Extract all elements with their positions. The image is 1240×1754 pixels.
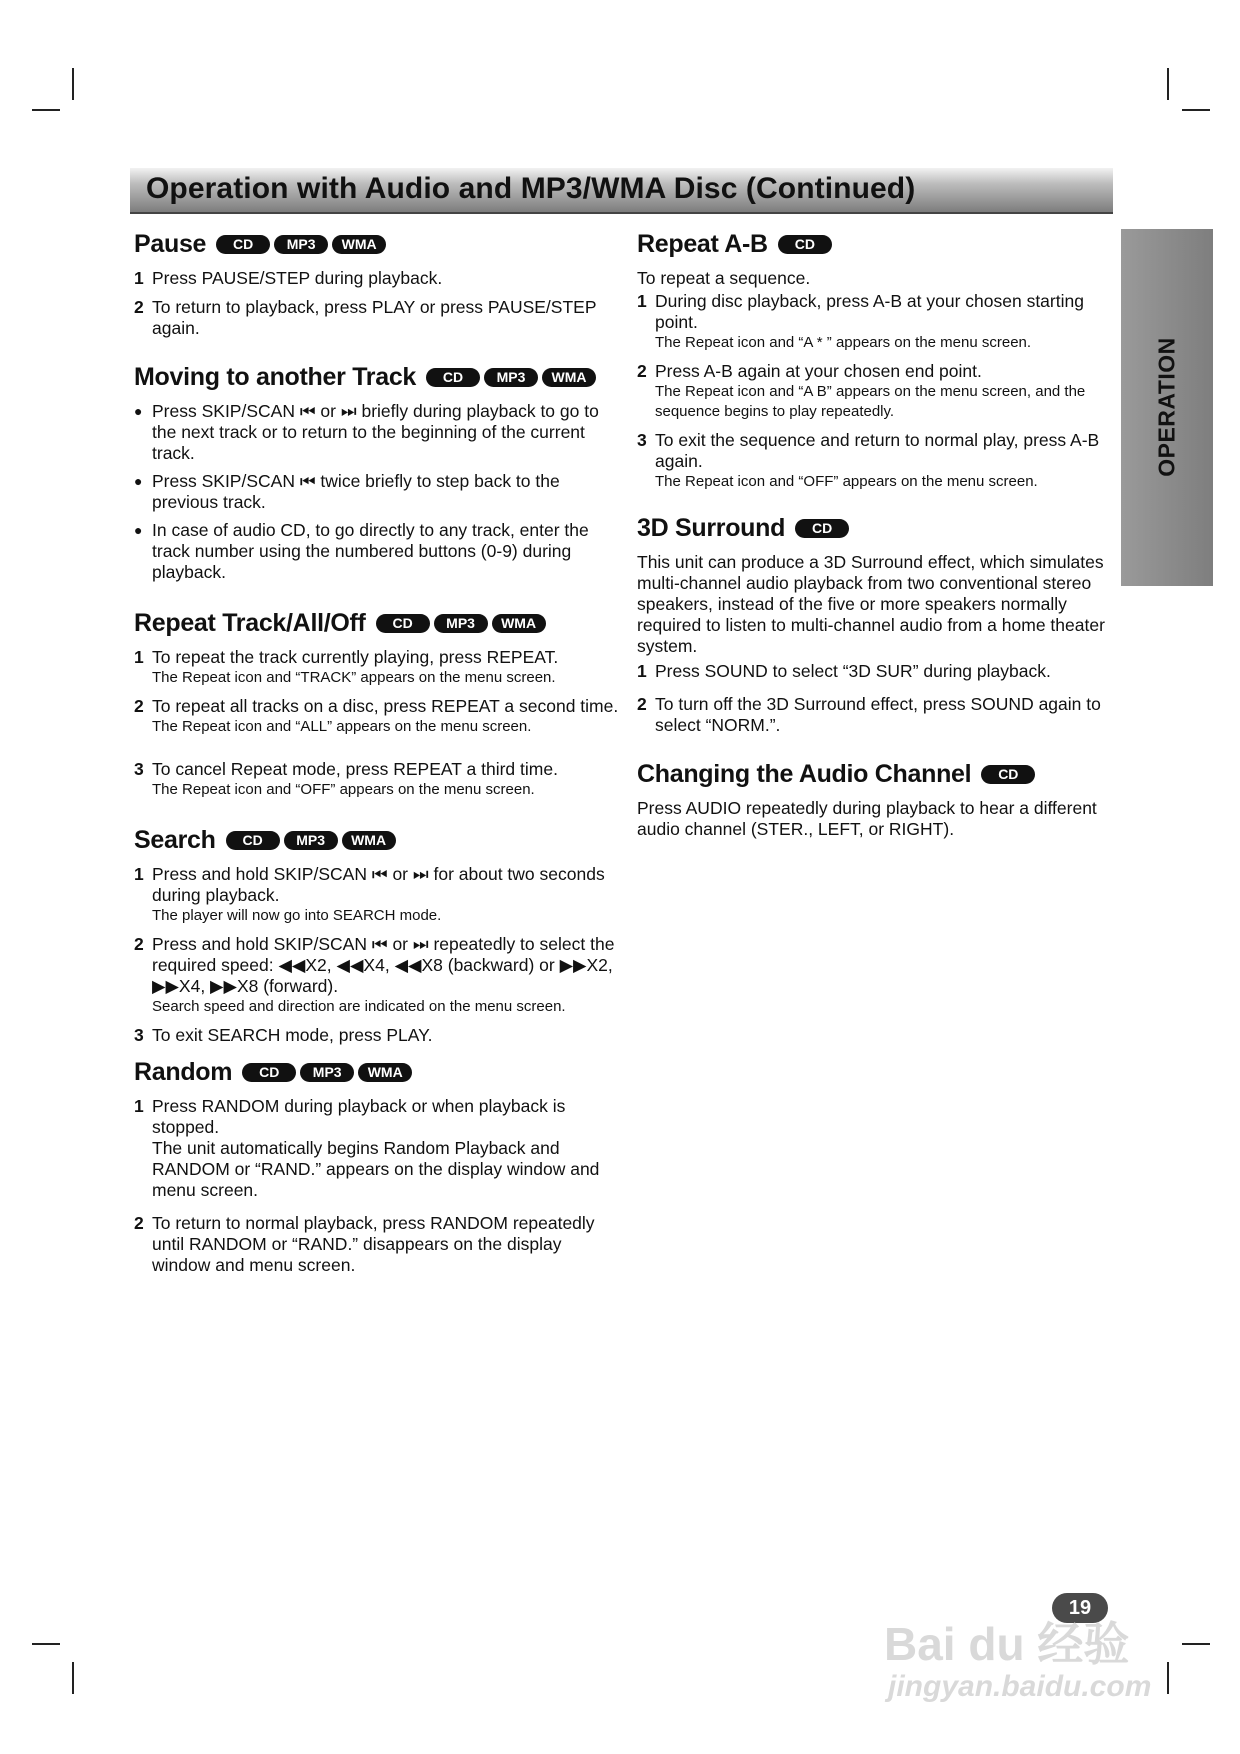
step: 2 Press and hold SKIP/SCAN ⏮ or ⏭ repeatedly to select the required speed: ◀◀X2, ◀◀X4, ◀◀X8 (backward) or ▶▶X2, ▶▶X4, ▶▶X8 (forward). Search speed and direction are indicated on the menu screen. [134,934,619,1017]
disc-badges [795,519,849,538]
disc-badges [226,831,396,850]
section-intro: Press AUDIO repeatedly during playback to hear a different audio channel (STER., LEFT, or RIGHT). [637,798,1097,839]
section-heading: Repeat Track/All/Off CD MP3 WMA [134,607,619,639]
section-audio-channel [637,758,1107,840]
badge-cd: CD [795,519,849,538]
left-column [134,228,619,1284]
crop-mark [1182,1643,1210,1645]
section-side-tab [1121,229,1213,586]
section-moving-track [134,361,619,583]
step: 1 To repeat the track currently playing, press REPEAT. The Repeat icon and “TRACK” appears on the menu screen. [134,647,619,688]
section-3d-surround [637,512,1107,736]
step-note: The Repeat icon and “TRACK” appears on the menu screen. [152,669,556,686]
disc-badges [216,235,386,254]
crop-mark [1182,109,1210,111]
step-note: Search speed and direction are indicated on the menu screen. [152,998,566,1015]
badge-cd: CD [426,368,480,387]
badge-wma: WMA [492,614,546,633]
disc-badges [778,235,832,254]
badge-mp3: MP3 [300,1063,354,1082]
section-intro: This unit can produce a 3D Surround effect, which simulates multi-channel audio playback from two conventional stereo speakers, instead of the five or more speakers normally required to listen to multi-channel audio from a home theater system. [637,552,1105,656]
section-intro: To repeat a sequence. [637,268,811,288]
section-heading: Random CD MP3 WMA [134,1056,619,1088]
badge-wma: WMA [332,235,386,254]
step: 2 Press A-B again at your chosen end point. The Repeat icon and “A B” appears on the menu screen, and the sequence begins to play repeatedly. [637,361,1107,422]
badge-wma: WMA [358,1063,412,1082]
badge-mp3: MP3 [434,614,488,633]
section-random [134,1056,619,1276]
crop-mark [32,1643,60,1645]
section-repeat [134,607,619,800]
step-note: The Repeat icon and “A B” appears on the menu screen, and the sequence begins to play repeatedly. [655,383,1086,420]
section-heading: Repeat A-B CD [637,228,1107,260]
badge-mp3: MP3 [284,831,338,850]
bullet-item: ● In case of audio CD, to go directly to any track, enter the track number using the numbered buttons (0-9) during playback. [134,520,589,582]
side-tab-label: OPERATION [1153,337,1180,477]
bullet-item: ● Press SKIP/SCAN ⏮ twice briefly to step back to the previous track. [134,471,560,512]
badge-cd: CD [778,235,832,254]
crop-mark [1167,1662,1169,1694]
step-note: The Repeat icon and “OFF” appears on the menu screen. [152,781,535,798]
step: 2 To repeat all tracks on a disc, press REPEAT a second time. The Repeat icon and “ALL” appears on the menu screen. [134,696,619,735]
section-heading: 3D Surround CD [637,512,1107,544]
section-heading: Search CD MP3 WMA [134,824,619,856]
crop-mark [72,68,74,100]
badge-mp3: MP3 [484,368,538,387]
bullet-item: ● Press SKIP/SCAN ⏮ or ⏭ briefly during playback to go to the next track or to return to the beginning of the current track. [134,401,599,463]
title-banner [130,168,1113,214]
step-note: The Repeat icon and “ALL” appears on the menu screen. [152,718,532,735]
step: 1 Press RANDOM during playback or when playback is stopped. The unit automatically begins Random Playback and RANDOM or “RAND.” appears on the display window and menu screen. [134,1096,600,1200]
crop-mark [32,109,60,111]
watermark-brand: Bai du 经验 [884,1618,1130,1670]
crop-mark [72,1662,74,1694]
badge-wma: WMA [542,368,596,387]
badge-cd: CD [242,1063,296,1082]
step: 3 To exit SEARCH mode, press PLAY. [134,1025,433,1045]
disc-badges [426,368,596,387]
step: 1 Press and hold SKIP/SCAN ⏮ or ⏭ for about two seconds during playback. The player will now go into SEARCH mode. [134,864,619,926]
step-note: The Repeat icon and “A * ” appears on the menu screen. [655,334,1032,351]
badge-cd: CD [376,614,430,633]
step: 1 During disc playback, press A-B at your chosen starting point. The Repeat icon and “A * ” appears on the menu screen. [637,291,1107,353]
right-column [637,228,1107,840]
section-heading: Moving to another Track CD MP3 WMA [134,361,619,393]
step: 2 To turn off the 3D Surround effect, press SOUND again to select “NORM.”. [637,694,1101,735]
disc-badges [376,614,546,633]
section-pause [134,228,619,339]
badge-cd: CD [226,831,280,850]
badge-cd: CD [216,235,270,254]
step: 2 To return to playback, press PLAY or press PAUSE/STEP again. [134,297,597,338]
watermark-url: jingyan.baidu.com [888,1670,1152,1703]
step: 3 To cancel Repeat mode, press REPEAT a third time. The Repeat icon and “OFF” appears on the menu screen. [134,759,619,800]
section-repeat-ab [637,228,1107,492]
section-heading: Changing the Audio Channel CD [637,758,1107,790]
disc-badges [981,765,1035,784]
disc-badges [242,1063,412,1082]
step: 1 Press SOUND to select “3D SUR” during playback. [637,661,1051,681]
step: 1 Press PAUSE/STEP during playback. [134,268,443,288]
step-note: The player will now go into SEARCH mode. [152,907,442,924]
step: 3 To exit the sequence and return to normal play, press A-B again. The Repeat icon and “OFF” appears on the menu screen. [637,430,1107,492]
crop-mark [1167,68,1169,100]
badge-wma: WMA [342,831,396,850]
badge-mp3: MP3 [274,235,328,254]
step: 2 To return to normal playback, press RANDOM repeatedly until RANDOM or “RAND.” disappears on the display window and menu screen. [134,1213,595,1275]
step-extra: The unit automatically begins Random Playback and RANDOM or “RAND.” appears on the display window and menu screen. [152,1138,600,1200]
page-number: 19 [1052,1593,1108,1623]
section-heading: Pause CD MP3 WMA [134,228,619,260]
step-note: The Repeat icon and “OFF” appears on the menu screen. [655,473,1038,490]
section-search [134,824,619,1046]
page-title: Operation with Audio and MP3/WMA Disc (Continued) [146,172,916,205]
badge-cd: CD [981,765,1035,784]
